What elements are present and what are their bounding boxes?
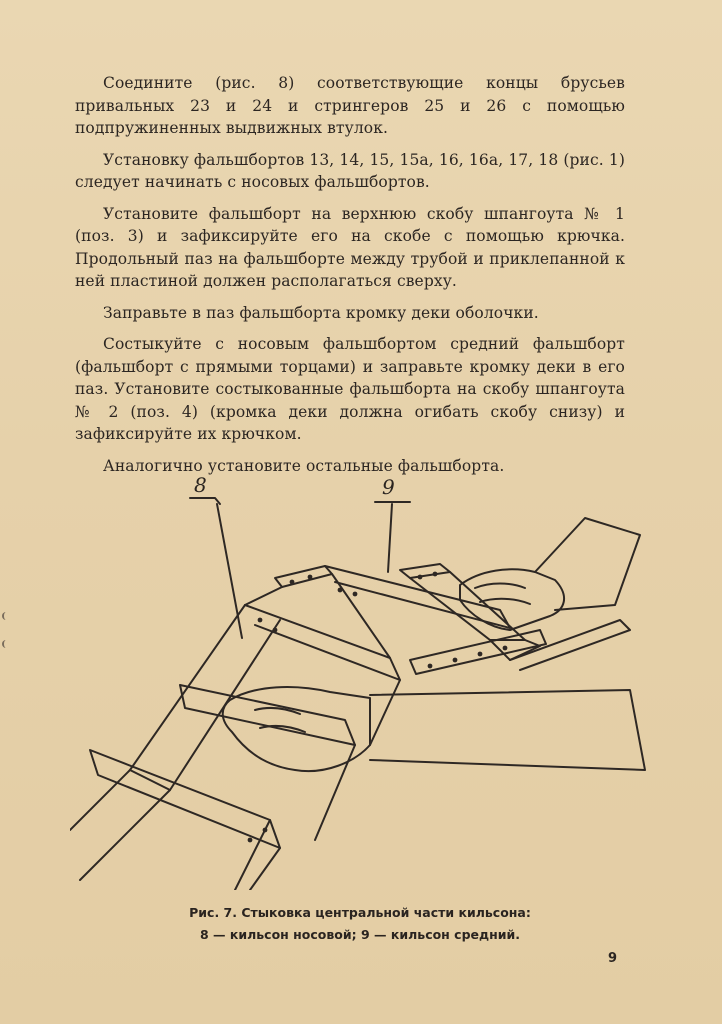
body-text <box>75 72 625 486</box>
sleeve-left <box>370 690 645 770</box>
figure-label-9: 9 <box>382 475 395 499</box>
paragraph: Заправьте в паз фальшборта кромку деки оболочки. <box>103 303 539 322</box>
caption-title: Рис. 7. Стыковка центральной части кильсона: <box>189 905 531 920</box>
figure-label-8: 8 <box>194 473 207 497</box>
paragraph: Установите фальшборт на верхнюю скобу шпангоута № 1 (поз. 3) и зафиксируйте его на скобе с помощью крючка. Продольный паз на фальшборте между трубой и приклепанной к ней пластиной должен располагаться сверху. <box>75 204 625 290</box>
bracket-plate <box>275 566 332 587</box>
figure-caption <box>110 902 610 946</box>
paragraph: Состыкуйте с носовым фальшбортом средний фальшборт (фальшборт с прямыми торцами) и заправьте кромку деки в его паз. Установите состыкованные фальшборта на скобу шпангоута № 2 (поз. 4) (кромка деки должна огибать скобу снизу) и зафиксируйте их крючком. <box>75 335 625 443</box>
paragraph: Установку фальшбортов 13, 14, 15, 15а, 16, 16а, 17, 18 (рис. 1) следует начинать с носовых фальшбортов. <box>75 150 625 191</box>
rail-left <box>130 605 280 790</box>
crossbar-top <box>245 605 400 680</box>
paragraph: Аналогично установите остальные фальшборта. <box>103 456 505 475</box>
page-number: 9 <box>608 951 618 966</box>
crossbar-middle <box>180 685 355 745</box>
sleeve-right <box>535 518 640 610</box>
figure-keelson-docking <box>70 470 650 890</box>
leader-line-9 <box>388 504 392 572</box>
keelson-illustration <box>70 470 650 890</box>
caption-legend: 8 — кильсон носовой; 9 — кильсон средний. <box>199 927 521 942</box>
leader-line-8 <box>217 504 242 638</box>
binding-stitch <box>2 612 14 620</box>
binding-stitch <box>2 640 14 648</box>
label-8-underline <box>190 498 220 504</box>
paragraph: Соедините (рис. 8) соответствующие концы брусьев привальных 23 и 24 и стрингеров 25 и 26 с помощью подпружиненных выдвижных втулок. <box>75 74 625 137</box>
crossbar-lower <box>90 750 280 848</box>
